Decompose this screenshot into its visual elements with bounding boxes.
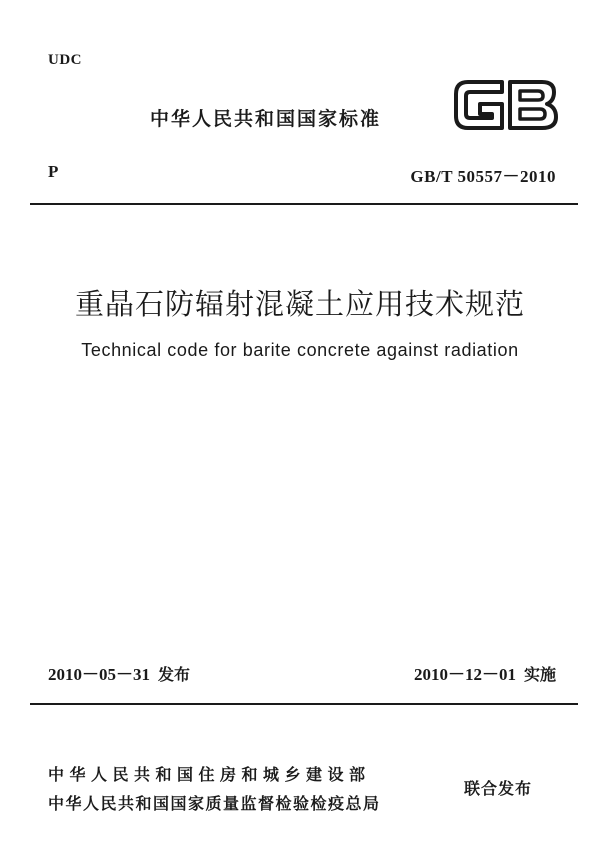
gb-logo-icon [452, 74, 560, 136]
joint-issue-label: 联合发布 [464, 779, 533, 798]
standard-name: 中华人民共和国国家标准 [150, 108, 382, 130]
bottom-divider [30, 703, 578, 705]
gb-logo [452, 74, 560, 136]
implementation-date-block [414, 660, 556, 685]
implementation-date: 2010－12－01 [413, 665, 516, 684]
classification-code: P [48, 162, 59, 181]
title-english: Technical code for barite concrete against radiation [81, 340, 519, 360]
publisher-aqsiq: 中华人民共和国国家质量监督检验检疫总局 [48, 794, 381, 813]
standard-number: GB/T 50557－2010 [410, 167, 556, 186]
udc-label: UDC [48, 52, 82, 68]
implementation-label: 实施 [523, 665, 556, 684]
issue-label: 发布 [158, 665, 191, 684]
issue-date: 2010－05－31 [48, 665, 150, 684]
top-divider [30, 203, 578, 205]
issue-date-block [48, 660, 190, 685]
title-chinese: 重晶石防辐射混凝土应用技术规范 [74, 287, 525, 321]
publisher-ministry-housing: 中华人民共和国住房和城乡建设部 [48, 765, 371, 784]
